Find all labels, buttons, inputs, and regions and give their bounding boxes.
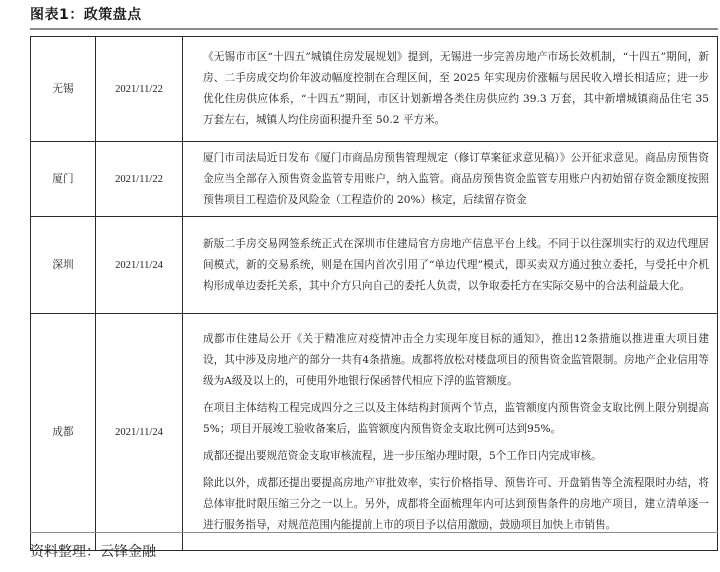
- policy-table: [30, 36, 718, 551]
- table-row: [31, 217, 718, 314]
- table-row: [31, 37, 718, 142]
- policy-content-cell: [183, 217, 718, 314]
- policy-content-cell: [183, 314, 718, 551]
- date-cell: 2021/11/24: [96, 217, 183, 314]
- policy-paragraph: 厦门市司法局近日发布《厦门市商品房预售管理规定（修订草案征求意见稿）》公开征求意见。商品房预售资金应当全部存入预售资金监管专用账户，纳入监管。商品房预售资金监管专用账户内初始留存资金额度按照预售项目工程造价及风险金（工程造价的 20%）核定，后续留存资金: [203, 151, 709, 206]
- city-cell: 深圳: [31, 217, 96, 314]
- table-row: [31, 314, 718, 551]
- date-cell: 2021/11/24: [96, 314, 183, 551]
- policy-paragraph: 新版二手房交易网签系统正式在深圳市住建局官方房地产信息平台上线。不同于以往深圳实行的双边代理居间模式，新的交易系统，则是在国内首次引用了“单边代理”模式，即买卖双方通过独立委托，与受托中介机构形成单边委托关系，其中介方只向自己的委托人负责，以争取委托方在实际交易中的合法利益最大化。: [203, 237, 709, 292]
- table-row: [31, 142, 718, 217]
- city-cell: 成都: [31, 314, 96, 551]
- city-cell: 厦门: [31, 142, 96, 217]
- policy-paragraph: 《无锡市市区“十四五”城镇住房发展规划》提到，无锡进一步完善房地产市场长效机制，“十四五”期间，新房、二手房成交均价年波动幅度控制在合理区间，至 2025 年实现房价涨幅与居民收入增长相适应；进一步优化住房供应体系，“十四五”期间，市区计划新增各类住房供应约 39.3 万套，其中新增城镇商品住宅 35 万套左右，城镇人均住房面积提升至 50.2 平方米。: [203, 51, 709, 126]
- figure-title: 图表1：政策盘点: [30, 7, 142, 23]
- city-cell: 无锡: [31, 37, 96, 142]
- policy-paragraph: 除此以外，成都还提出要提高房地产审批效率，实行价格指导、预售许可、开盘销售等全流程限时办结，将总体审批时限压缩三分之一以上。另外，成都将全面梳理年内可达到预售条件的房地产项目，建立清单逐一进行服务指导，对规范范围内能提前上市的项目予以信用激励，鼓励项目加快上市销售。: [203, 476, 709, 531]
- top-rule: [30, 28, 718, 30]
- source-note: 资料整理：云锋金融: [30, 544, 156, 560]
- policy-paragraph: 成都市住建局公开《关于精准应对疫情冲击全力实现年度目标的通知》，推出12条措施以推进重大项目建设，其中涉及房地产的部分一共有4条措施。成都将放松对楼盘项目的预售资金监管限制。房地产企业信用等级为A级及以上的，可使用外地银行保函替代相应下浮的监管额度。: [203, 332, 709, 387]
- date-cell: 2021/11/22: [96, 37, 183, 142]
- policy-paragraph: 成都还提出要规范资金支取审核流程，进一步压缩办理时限，5个工作日内完成审核。: [203, 449, 602, 462]
- policy-paragraph: 在项目主体结构工程完成四分之三以及主体结构封顶两个节点，监管额度内预售资金支取比例上限分别提高5%；项目开展竣工验收备案后，监管额度内预售资金支取比例可达到95%。: [203, 401, 709, 435]
- bottom-rule: [30, 532, 718, 533]
- policy-content-cell: [183, 37, 718, 142]
- date-cell: 2021/11/22: [96, 142, 183, 217]
- policy-content-cell: [183, 142, 718, 217]
